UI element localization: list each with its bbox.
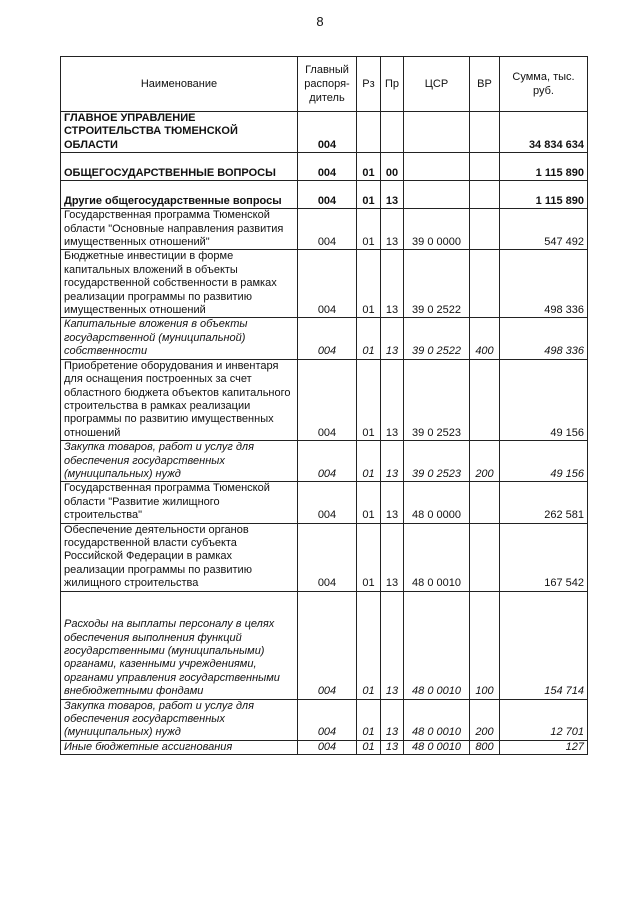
row-main-manager: 004 [298,359,357,440]
row-main-manager: 004 [298,209,357,250]
budget-table [60,56,588,755]
table-row [61,112,588,153]
row-main-manager: 004 [298,441,357,482]
row-name: Приобретение оборудования и инвентаря для оснащения построенных за счет областного бюджета объектов капитального строительства в рамках реализации программы по развитию имущественных отношений [61,359,298,440]
table-row [61,209,588,250]
header-sum: Сумма, тыс. руб. [500,57,588,112]
row-main-manager: 004 [298,699,357,740]
row-section: 01 [357,209,381,250]
row-target-article: 48 0 0010 [404,699,470,740]
row-section: 01 [357,153,381,181]
row-sum: 127 [500,740,588,754]
row-expense-type: 200 [470,441,500,482]
row-expense-type [470,250,500,318]
row-main-manager: 004 [298,181,357,209]
row-subsection: 13 [381,359,404,440]
row-expense-type [470,181,500,209]
row-main-manager: 004 [298,523,357,591]
row-main-manager: 004 [298,740,357,754]
row-sum: 167 542 [500,523,588,591]
row-expense-type [470,209,500,250]
row-main-manager: 004 [298,482,357,523]
row-section [357,112,381,153]
table-row [61,181,588,209]
row-section: 01 [357,359,381,440]
table-row [61,523,588,591]
table-row [61,591,588,699]
row-section: 01 [357,250,381,318]
row-subsection: 13 [381,740,404,754]
row-target-article: 48 0 0000 [404,482,470,523]
row-main-manager: 004 [298,318,357,359]
row-subsection: 13 [381,699,404,740]
row-name: Капитальные вложения в объекты государственной (муниципальной) собственности [61,318,298,359]
row-section: 01 [357,441,381,482]
row-sum: 49 156 [500,359,588,440]
row-expense-type [470,482,500,523]
row-subsection: 13 [381,441,404,482]
row-section: 01 [357,181,381,209]
row-section: 01 [357,318,381,359]
row-expense-type [470,153,500,181]
row-section: 01 [357,591,381,699]
page-number: 8 [316,14,324,29]
row-name: ОБЩЕГОСУДАРСТВЕННЫЕ ВОПРОСЫ [61,153,298,181]
row-expense-type: 100 [470,591,500,699]
row-sum: 12 701 [500,699,588,740]
row-name: Иные бюджетные ассигнования [61,740,298,754]
header-subsection: Пр [381,57,404,112]
row-name: Расходы на выплаты персоналу в целях обеспечения выполнения функций государственными (муниципальными) органами, казенными учреждениями, органами управления государственными внебюджетными фондами [61,591,298,699]
table-row [61,153,588,181]
row-sum: 547 492 [500,209,588,250]
header-section: Рз [357,57,381,112]
row-subsection: 13 [381,209,404,250]
row-target-article [404,112,470,153]
row-name: Бюджетные инвестиции в форме капитальных вложений в объекты государственной собственности в рамках реализации программы по развитию имущественных отношений [61,250,298,318]
row-section: 01 [357,523,381,591]
row-main-manager: 004 [298,250,357,318]
row-section: 01 [357,482,381,523]
row-name: ГЛАВНОЕ УПРАВЛЕНИЕ СТРОИТЕЛЬСТВА ТЮМЕНСКОЙ ОБЛАСТИ [61,112,298,153]
row-subsection: 00 [381,153,404,181]
row-main-manager: 004 [298,153,357,181]
row-target-article [404,181,470,209]
row-target-article: 39 0 0000 [404,209,470,250]
header-main-manager: Главный распоря-дитель [298,57,357,112]
row-sum: 498 336 [500,250,588,318]
header-target-article: ЦСР [404,57,470,112]
row-subsection [381,112,404,153]
row-sum: 498 336 [500,318,588,359]
row-target-article: 39 0 2523 [404,359,470,440]
table-row [61,740,588,754]
row-target-article: 39 0 2523 [404,441,470,482]
row-sum: 1 115 890 [500,181,588,209]
row-sum: 1 115 890 [500,153,588,181]
table-row [61,359,588,440]
row-name: Государственная программа Тюменской области "Основные направления развития имущественных отношений" [61,209,298,250]
row-main-manager: 004 [298,591,357,699]
row-expense-type: 200 [470,699,500,740]
row-expense-type: 400 [470,318,500,359]
row-target-article: 48 0 0010 [404,740,470,754]
row-target-article: 39 0 2522 [404,250,470,318]
row-expense-type [470,523,500,591]
table-row [61,482,588,523]
row-target-article [404,153,470,181]
row-sum: 262 581 [500,482,588,523]
row-subsection: 13 [381,482,404,523]
table-row [61,441,588,482]
table-header-row [61,57,588,112]
row-subsection: 13 [381,523,404,591]
row-name: Обеспечение деятельности органов государственной власти субъекта Российской Федерации в рамках реализации программы по развитию жилищного строительства [61,523,298,591]
row-section: 01 [357,740,381,754]
row-name: Другие общегосударственные вопросы [61,181,298,209]
row-subsection: 13 [381,591,404,699]
row-target-article: 48 0 0010 [404,591,470,699]
table-row [61,250,588,318]
header-expense-type: ВР [470,57,500,112]
row-target-article: 48 0 0010 [404,523,470,591]
row-subsection: 13 [381,250,404,318]
row-name: Закупка товаров, работ и услуг для обеспечения государственных (муниципальных) нужд [61,441,298,482]
row-name: Закупка товаров, работ и услуг для обеспечения государственных (муниципальных) нужд [61,699,298,740]
row-expense-type [470,112,500,153]
row-sum: 154 714 [500,591,588,699]
table-row [61,318,588,359]
row-subsection: 13 [381,181,404,209]
row-section: 01 [357,699,381,740]
row-sum: 34 834 634 [500,112,588,153]
row-expense-type: 800 [470,740,500,754]
header-name: Наименование [61,57,298,112]
row-subsection: 13 [381,318,404,359]
row-main-manager: 004 [298,112,357,153]
table-row [61,699,588,740]
row-sum: 49 156 [500,441,588,482]
row-name: Государственная программа Тюменской области "Развитие жилищного строительства" [61,482,298,523]
row-expense-type [470,359,500,440]
row-target-article: 39 0 2522 [404,318,470,359]
